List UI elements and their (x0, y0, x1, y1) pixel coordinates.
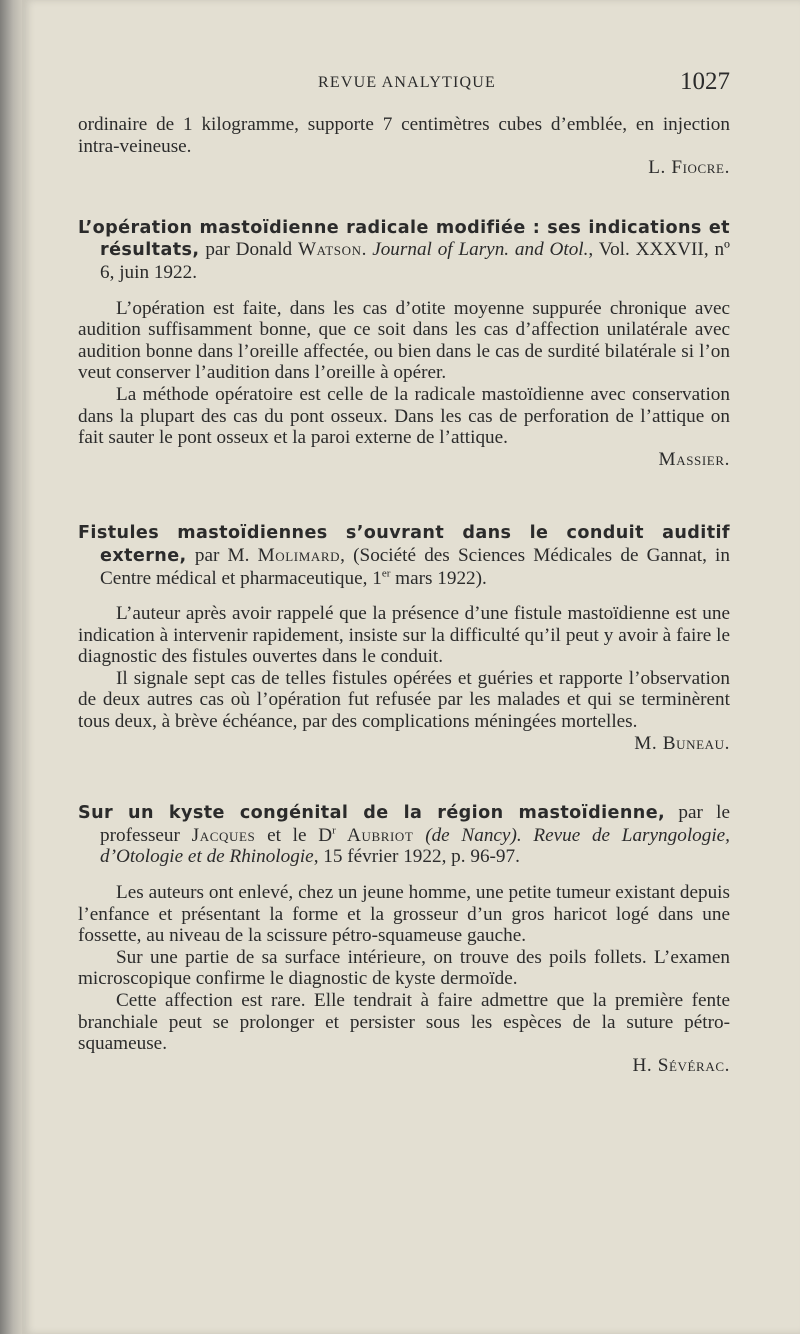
article-author: Jacques (191, 824, 256, 846)
article-mid: et le D (255, 824, 333, 846)
article-journal: Revue de Laryngologie, d’Otologie et de Rhinologie (100, 824, 730, 868)
article-superscript: er (381, 567, 391, 580)
article-signature: H. Sévérac. (632, 1054, 730, 1076)
article-journal: Journal of Laryn. and Otol. (372, 239, 589, 261)
article-by: par Donald (199, 239, 298, 261)
article-paragraph: La méthode opératoire est celle de la radicale mastoïdienne avec conservation dans la plupart des cas du pont osseux. Dans les cas de perforation de l’attique on fait sauter le pont osseux et la paroi externe de l’attique. (78, 383, 730, 449)
book-page (22, 0, 800, 1334)
article-paragraph: Sur une partie de sa surface intérieure, on trouve des poils follets. L’examen microscopique confirme le diagnostic de kyste dermoïde. (78, 946, 730, 990)
article-ref: , 15 février 1922, p. 96-97. (313, 846, 520, 868)
article-paragraph: Cette affection est rare. Elle tendrait à faire admettre que la première fente branchiale peut se prolonger et persister sous les espèces de la suture pétro-squameuse. (78, 990, 730, 1055)
article-location: (de Nancy). (413, 824, 534, 846)
intro-fragment (78, 114, 730, 179)
article-author: Watson (297, 239, 362, 261)
article-paragraph: Les auteurs ont enlevé, chez un jeune homme, une petite tumeur existant depuis l’enfance et présentant la forme et la grosseur d’un gros haricot logé dans une fossette, au niveau de la scissure pétro-squameuse gauche. (78, 882, 730, 947)
article-by: par le professeur (100, 802, 730, 846)
article-title: Sur un kyste congénital de la région mastoïdienne, (78, 803, 666, 824)
article-paragraph: L’opération est faite, dans les cas d’otite moyenne suppurée chronique avec audition suffisamment bonne, que ce soit dans les cas d’affection unilatérale avec audition bonne dans l’oreille affectée, ou bien dans le cas de surdité bilatérale si l’on veut conserver l’audition dans l’oreille à opérer. (78, 297, 730, 384)
article-title: Fistules mastoïdiennes s’ouvrant dans le conduit auditif externe, (78, 523, 730, 566)
running-title: REVUE ANALYTIQUE (318, 74, 497, 91)
intro-signature: L. Fiocre. (648, 157, 730, 179)
article-author: Molimard (257, 544, 341, 566)
scan-binding-edge (0, 0, 22, 1334)
article-paragraph: L’auteur après avoir rappelé que la présence d’une fistule mastoïdienne est une indication à intervenir rapidement, insiste sur la difficulté qu’il peut y avoir à faire le diagnostic des fistules ouvertes dans le conduit. (78, 603, 730, 668)
article-molimard (78, 522, 730, 754)
article-ref: mars 1922). (390, 567, 487, 589)
article-signature: Massier. (658, 448, 730, 470)
article-jacques-aubriot (78, 802, 730, 1076)
page-header (22, 68, 800, 104)
article-signature: M. Buneau. (634, 732, 730, 754)
article-title: L’opération mastoïdienne radicale modifiée : ses indications et résultats, (78, 217, 730, 261)
article-heading (78, 217, 730, 284)
article-after-author: . (361, 239, 373, 261)
article-author-2: Aubriot (335, 824, 414, 846)
text-column (78, 114, 730, 1076)
article-heading (78, 802, 730, 868)
article-by: par M. (186, 544, 258, 566)
page-number: 1027 (680, 68, 730, 95)
article-watson (78, 217, 730, 471)
article-after-author: , (Société des Sciences Médicales de Gannat, in Centre médical et pharmaceutique, 1 (100, 544, 730, 589)
article-paragraph: Il signale sept cas de telles fistules opérées et guéries et rapporte l’observation de deux autres cas où l’opération fut refusée par les malades et qui se terminèrent tous deux, à brève échéance, par des complications méningées mortelles. (78, 667, 730, 733)
article-heading (78, 522, 730, 589)
intro-text: ordinaire de 1 kilogramme, supporte 7 centimètres cubes d’emblée, en injection intra-veineuse. (78, 114, 730, 157)
article-superscript: r (332, 824, 336, 837)
article-ref: , Vol. XXXVII, nº 6, juin 1922. (100, 239, 730, 283)
